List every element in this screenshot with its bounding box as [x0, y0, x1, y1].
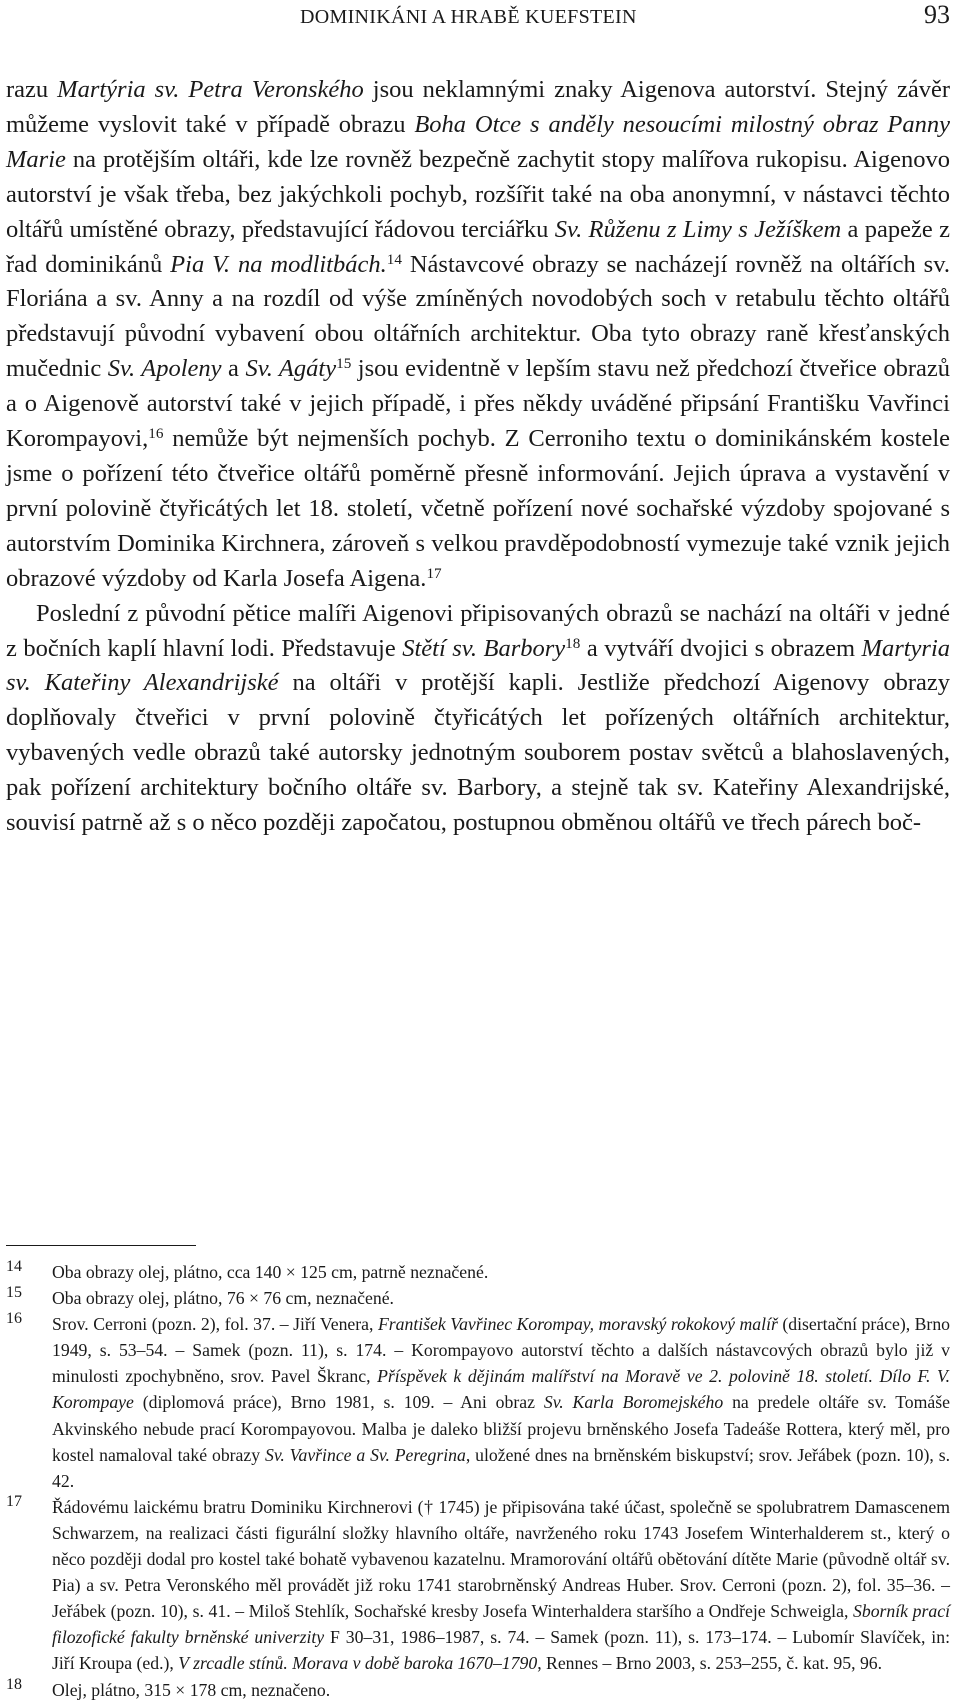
- footnote-ref-15[interactable]: 15: [336, 355, 352, 373]
- footnote-number: 15: [6, 1284, 22, 1302]
- text-run: a vytváří dvojici s obrazem: [580, 634, 862, 662]
- footnote-ref-18[interactable]: 18: [565, 634, 581, 652]
- footnote-text: Oba obrazy olej, plátno, cca 140 × 125 cm, patrně neznačené.: [52, 1262, 489, 1282]
- footnote-number: 17: [6, 1492, 22, 1510]
- footnote-text: Srov. Cerroni (pozn. 2), fol. 37. – Jiří Venera,: [52, 1314, 378, 1335]
- footnote-text: , Rennes – Brno 2003, s. 253–255, č. kat. 95, 96.: [537, 1653, 883, 1674]
- running-header: [0, 0, 960, 40]
- footnote-17: [6, 1494, 950, 1677]
- paragraph-2: [6, 597, 950, 841]
- footnote-italic: František Vavřinec Korompay, moravský rokokový malíř: [377, 1314, 778, 1335]
- italic-title: Sv. Agáty: [245, 355, 337, 383]
- footnote-separator: [6, 1245, 196, 1246]
- footnote-16: [6, 1311, 950, 1494]
- main-text: [6, 73, 950, 841]
- footnotes: [6, 1259, 950, 1703]
- text-run: nemůže být nejmenších pochyb. Z Cerroniho textu o dominikánském kostele jsme o pořízení této čtveřice oltářů poměrně přesně informování. Jejich úprava a vystavění v první polovině čtyřicátých let 18. století, včetně pořízení nové sochařské výzdoby spojované s autorstvím Dominika Kirchnera, zároveň s velkou pravděpodobností vymezuje také vznik jejich obrazové výzdoby od Karla Josefa Aigena.: [6, 425, 950, 592]
- footnote-text: Řádovému laickému bratru Dominiku Kirchnerovi († 1745) je připisována také účast, společně se spolubratrem Damascenem Schwarzem, na realizaci části figurální složky hlavního oltáře, navrženého roku 1743 Josefem Winterhalderem st., který o něco později dodal pro kostel také bohatě vybavenou kazatelnu. Mramorování oltářů obětování dítěte Marie (původně oltář sv. Pia) a sv. Petra Veronského měl provádět již roku 1741 starobrněnský Andreas Huber. Srov. Cerroni (pozn. 2), fol. 35–36. – Jeřábek (pozn. 10), s. 41. – Miloš Stehlík, Sochařské kresby Josefa Winterhaldera staršího a Ondřeje Schweigla,: [52, 1496, 950, 1622]
- italic-title: Stětí sv. Barbory: [402, 634, 566, 662]
- italic-title: Pia V. na modlitbách.: [170, 250, 387, 278]
- footnote-ref-16[interactable]: 16: [148, 425, 164, 443]
- text-run: razu: [6, 76, 58, 103]
- footnote-number: 16: [6, 1310, 22, 1328]
- footnote-text: F 30–31, 1986–1987, s. 74. – Samek (pozn. 11), s. 173–174. – Lubomír Slavíček, in: Jiří Kroupa (ed.),: [52, 1627, 950, 1674]
- footnote-italic: V zrcadle stínů. Morava v době baroka 1670–1790: [178, 1653, 538, 1674]
- text-run: Poslední z původní pětice malíři Aigenovi připisovaných obrazů se nachází na oltáři v jedné z bočních kaplí hlavní lodi. Představuje: [6, 599, 950, 662]
- footnote-ref-17[interactable]: 17: [426, 564, 442, 582]
- footnote-italic: Příspěvek k dějinám malířství na Moravě ve 2. polovině 18. století. Dílo F. V. Korompaye: [52, 1366, 950, 1413]
- footnote-italic: Sv. Vavřince a Sv. Peregrina: [264, 1444, 466, 1465]
- text-run: jsou evidentně v lepším stavu než předchozí čtveřice obrazů a o Aigenově autorství také v jejich případě, i přes někdy uváděné připsání Františku Vavřinci Korompayovi,: [6, 355, 951, 453]
- footnote-number: 18: [6, 1675, 22, 1693]
- text-run: na oltáři v protější kapli. Jestliže předchozí Aigenovy obrazy doplňovaly čtveřici v první polovině čtyřicátých let pořízených oltářních architektur, vybavených vedle obrazů také autorsky jednotným souborem postav světců a blahoslavených, pak pořízení architektury bočního oltáře sv. Barbory, a stejně tak sv. Kateřiny Alexandrijské, souvisí patrně až s o něco později započatou, postupnou obměnou oltářů ve třech párech boč-: [6, 669, 950, 837]
- text-run: a: [221, 355, 246, 383]
- running-title: DOMINIKÁNI A HRABĚ KUEFSTEIN: [300, 6, 637, 28]
- italic-title: Sv. Růženu z Limy s Ježíškem: [554, 215, 842, 243]
- italic-title: Martýria sv. Petra Veronského: [57, 76, 364, 103]
- text-run: na protějším oltáři, kde lze rovněž bezpečně zachytit stopy malířova rukopisu. Aigenovo autorství je však třeba, bez jakýchkoli pochyb, rozšířit také na oba anonymní, v nástavci těchto oltářů umístěné obrazy, představující řádovou terciářku: [6, 145, 950, 243]
- footnote-18: [6, 1677, 950, 1703]
- page-number: 93: [924, 0, 950, 29]
- italic-title: Martyria sv. Kateřiny Alexandrijské: [6, 634, 950, 697]
- footnote-italic: Sborník prací filozofické fakulty brněnské univerzity: [52, 1601, 950, 1648]
- footnote-text: (diplomová práce), Brno 1981, s. 109. – Ani obraz: [133, 1392, 544, 1413]
- footnote-text: (disertační práce), Brno 1949, s. 53–54. – Samek (pozn. 11), s. 174. – Korompayovo autorství těchto a dalších nástavcových obrazů bylo již v minulosti zpochybněno, srov. Pavel Škranc,: [52, 1314, 951, 1387]
- footnote-14: [6, 1259, 950, 1285]
- footnote-number: 14: [6, 1258, 22, 1275]
- italic-title: Boha Otce s anděly nesoucími milostný obraz Panny Marie: [6, 110, 951, 173]
- footnote-text: Olej, plátno, 315 × 178 cm, neznačeno.: [52, 1679, 331, 1700]
- footnote-text: Oba obrazy olej, plátno, 76 × 76 cm, neznačené.: [52, 1288, 394, 1309]
- footnote-text: na predele oltáře sv. Tomáše Akvinského nebude prací Korompayovou. Malba je daleko bližší projevu brněnského Josefa Tadeáše Rottera, který měl, pro kostel namaloval také obrazy: [52, 1392, 950, 1465]
- italic-title: Sv. Apoleny: [107, 355, 222, 383]
- text-run: jsou neklamnými znaky Aigenova autorství. Stejný závěr můžeme vyslovit také v případě obrazu: [6, 76, 950, 138]
- text-run: Nástavcové obrazy se nacházejí rovněž na oltářích sv. Floriána a sv. Anny a na rozdíl od výše zmíněných novodobých soch v retabulu těchto oltářů představují původní vybavení obou oltářních architektur. Oba tyto obrazy raně křesťanských mučednic: [6, 250, 950, 383]
- paragraph-1: [6, 73, 950, 597]
- footnote-ref-14[interactable]: 14: [386, 250, 402, 268]
- footnote-text: , uložené dnes na brněnském biskupství; srov. Jeřábek (pozn. 10), s. 42.: [52, 1444, 951, 1491]
- text-run: a papeže z řad dominikánů: [6, 215, 950, 278]
- footnote-italic: Sv. Karla Boromejského: [543, 1392, 724, 1413]
- footnote-15: [6, 1285, 950, 1311]
